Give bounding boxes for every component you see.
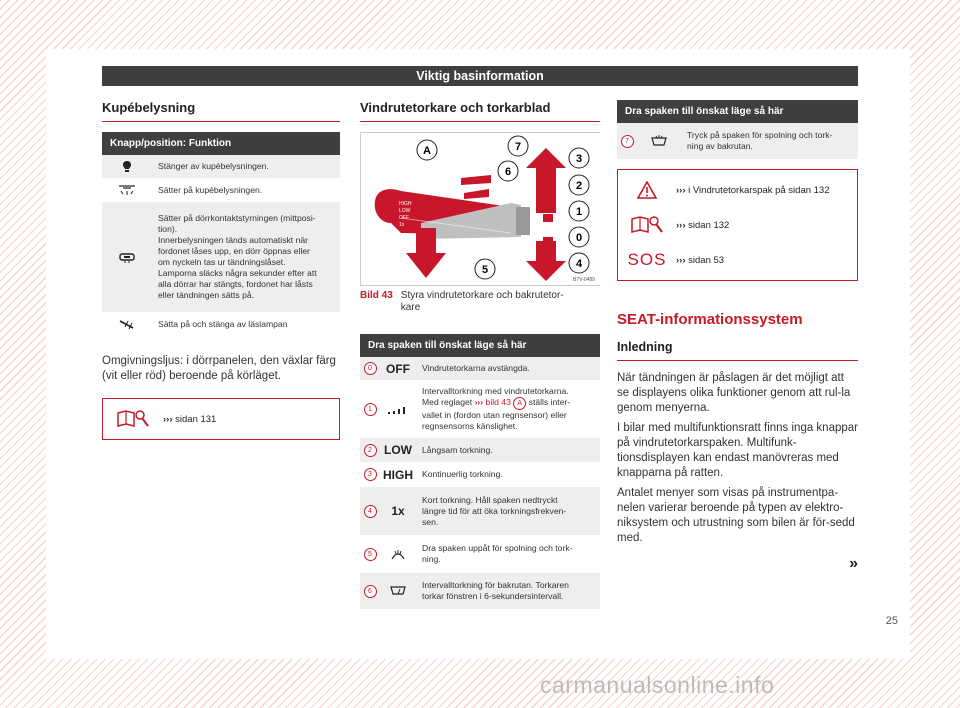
note-link[interactable]: ››› sidan 53 xyxy=(676,254,725,266)
bulb-off-icon xyxy=(102,160,152,173)
table-body xyxy=(617,123,858,159)
table-cell-text: Sätter på dörrkontaktstyrningen (mittposi- tion). Innerbelysningen tänds automatiskt när fordonet låses upp, en dörr öppnas eller om nyckeln tas ur tändningslåset. Lamporna släcks några sekunder efter att alla dörrar har stängts, fordonet har låsts eller tändningen sätts på. xyxy=(158,213,317,300)
book-wrench-icon xyxy=(618,215,676,235)
table-body xyxy=(360,357,600,609)
figure-label-4: 4 xyxy=(575,258,583,270)
table-row xyxy=(360,438,600,462)
position-number: 1 xyxy=(364,403,377,416)
high-icon: HIGH xyxy=(383,467,413,482)
table-row xyxy=(102,155,340,178)
table-header: Knapp/position: Funktion xyxy=(102,132,340,155)
figure-label-2: 2 xyxy=(575,180,583,192)
figure-caption xyxy=(360,286,600,314)
interval-icon xyxy=(380,404,416,414)
lever-text-off: OFF xyxy=(399,215,409,221)
figure-label-A: A xyxy=(423,145,431,157)
table-cell-text: Långsam torkning. xyxy=(422,444,493,455)
table-header: Dra spaken till önskat läge så här xyxy=(360,334,600,357)
reference-marker: A xyxy=(513,397,526,410)
wiper-lever-illustration xyxy=(361,133,601,285)
lever-text-high: HIGH xyxy=(399,201,412,207)
table-cell-text: Kontinuerlig torkning. xyxy=(422,469,503,479)
continue-mark: » xyxy=(849,555,858,572)
position-number: 6 xyxy=(364,585,377,598)
note-link[interactable]: ››› sidan 132 xyxy=(676,219,730,231)
arrow-icon: ››› xyxy=(474,397,486,407)
position-number: 0 xyxy=(364,362,377,375)
figure-label-1: 1 xyxy=(575,206,583,218)
arrow-icon: ››› xyxy=(676,254,689,266)
note-row xyxy=(618,204,857,246)
note-row xyxy=(618,246,857,274)
middle-column xyxy=(360,100,600,609)
lever-text-low: LOW xyxy=(399,208,411,214)
rear-washer-icon xyxy=(637,135,681,147)
section-title-wipers: Vindrutetorkare och torkarblad xyxy=(360,100,600,122)
table-row xyxy=(102,178,340,202)
left-column xyxy=(102,100,340,440)
table-body xyxy=(102,155,340,336)
washer-icon xyxy=(380,548,416,560)
figure-label-0: 0 xyxy=(575,232,583,244)
table-header: Dra spaken till önskat läge så här xyxy=(617,100,858,123)
figure-link[interactable]: bild 43 xyxy=(485,397,511,407)
table-cell-text: Stänger av kupébelysningen. xyxy=(158,161,269,171)
book-wrench-icon xyxy=(103,409,163,429)
warning-triangle-icon xyxy=(618,181,676,199)
figure-label-3: 3 xyxy=(575,153,583,165)
arrow-icon: ››› xyxy=(676,184,689,196)
reference-notes-box xyxy=(617,169,858,281)
page-number: 25 xyxy=(885,615,898,627)
table-row xyxy=(360,357,600,380)
wiper-positions-table xyxy=(360,334,600,609)
intro-paragraph: När tändningen är påslagen är det möjligt att se displayens olika funktioner genom att rul-la genom menyerna. xyxy=(617,372,851,414)
figure-label-6: 6 xyxy=(504,166,512,178)
table-cell-text: Intervalltorkning med vindrutetorkarna. Med reglaget ››› bild 43 A ställs inter- vallet in (fordon utan regnsensor) eller regnsensorns känslighet. xyxy=(422,386,571,431)
caption-text: Styra vindrutetorkare och bakrutetor- kare xyxy=(400,290,564,313)
ambient-light-paragraph: Omgivningsljus: i dörrpanelen, den växlar färg (vit eller röd) beroende på körläget. xyxy=(102,355,336,382)
sos-icon: SOS xyxy=(627,250,667,269)
door-contact-icon xyxy=(102,252,152,263)
intro-paragraph: I bilar med multifunktionsratt finns inga knappar på vindrutetorkarspaken. Multifunk-tionsdisplayen kan endast manövreras med knapparna på ratten. xyxy=(617,422,858,479)
table-row xyxy=(360,487,600,535)
section-title-interior-lights: Kupébelysning xyxy=(102,100,340,122)
note-link[interactable]: ››› sidan 131 xyxy=(163,413,217,425)
table-cell-text: Intervalltorkning för bakrutan. Torkaren torkar fönstren i 6-sekundersintervall. xyxy=(422,580,569,601)
wiper-lever-figure xyxy=(360,132,600,286)
table-row xyxy=(102,312,340,336)
single-wipe-icon: 1x xyxy=(391,504,405,518)
position-number: 5 xyxy=(364,548,377,561)
figure-label-7: 7 xyxy=(514,141,522,153)
position-number: 2 xyxy=(364,444,377,457)
warning-note xyxy=(102,398,340,440)
bulb-on-icon xyxy=(102,185,152,196)
caption-label: Bild 43 xyxy=(360,290,393,301)
chapter-header: Viktig basinformation xyxy=(102,66,858,86)
arrow-icon: ››› xyxy=(163,413,176,425)
off-icon: OFF xyxy=(386,361,410,376)
table-cell-text: Vindrutetorkarna avstängda. xyxy=(422,363,530,373)
figure-code: B7V-0489 xyxy=(573,277,595,283)
table-cell-text: Tryck på spaken för spolning och tork- ning av bakrutan. xyxy=(687,130,833,151)
interior-lights-table xyxy=(102,132,340,336)
table-cell-text: Sätter på kupébelysningen. xyxy=(158,184,263,195)
table-row xyxy=(360,462,600,487)
table-cell-text: Dra spaken uppåt för spolning och tork- ning. xyxy=(422,543,573,564)
note-link[interactable]: ››› i Vindrutetorkarspak på sidan 132 xyxy=(676,184,830,196)
table-row xyxy=(102,202,340,312)
table-cell-text: Kort torkning. Håll spaken nedtryckt längre tid för att öka torkningsfrekven- sen. xyxy=(422,494,567,527)
figure-label-5: 5 xyxy=(481,264,489,276)
position-number: 3 xyxy=(364,468,377,481)
watermark: carmanualsonline.info xyxy=(540,672,775,698)
low-icon: LOW xyxy=(384,443,412,457)
note-row xyxy=(618,176,857,204)
table-row xyxy=(360,535,600,573)
position-number: 7 xyxy=(621,135,634,148)
rear-wiper-icon xyxy=(380,585,416,597)
position-number: 4 xyxy=(364,505,377,518)
table-row xyxy=(360,380,600,438)
intro-paragraph: Antalet menyer som visas på instrumentpa-nelen varierar beroende på typen av elektro-niksystem och utrustning som bilen är för-sedd med. xyxy=(617,487,855,544)
table-row xyxy=(360,573,600,609)
subsection-heading: Inledning xyxy=(617,340,858,361)
section-heading: SEAT-informationssystem xyxy=(617,311,803,328)
rear-washer-table xyxy=(617,100,858,159)
table-cell-text: Sätta på och stänga av läslampan xyxy=(158,318,288,329)
reading-lamp-icon xyxy=(102,319,152,330)
right-column xyxy=(617,100,858,572)
table-row xyxy=(617,123,858,159)
arrow-icon: ››› xyxy=(676,219,689,231)
lever-text-1x: 1x xyxy=(399,222,405,228)
